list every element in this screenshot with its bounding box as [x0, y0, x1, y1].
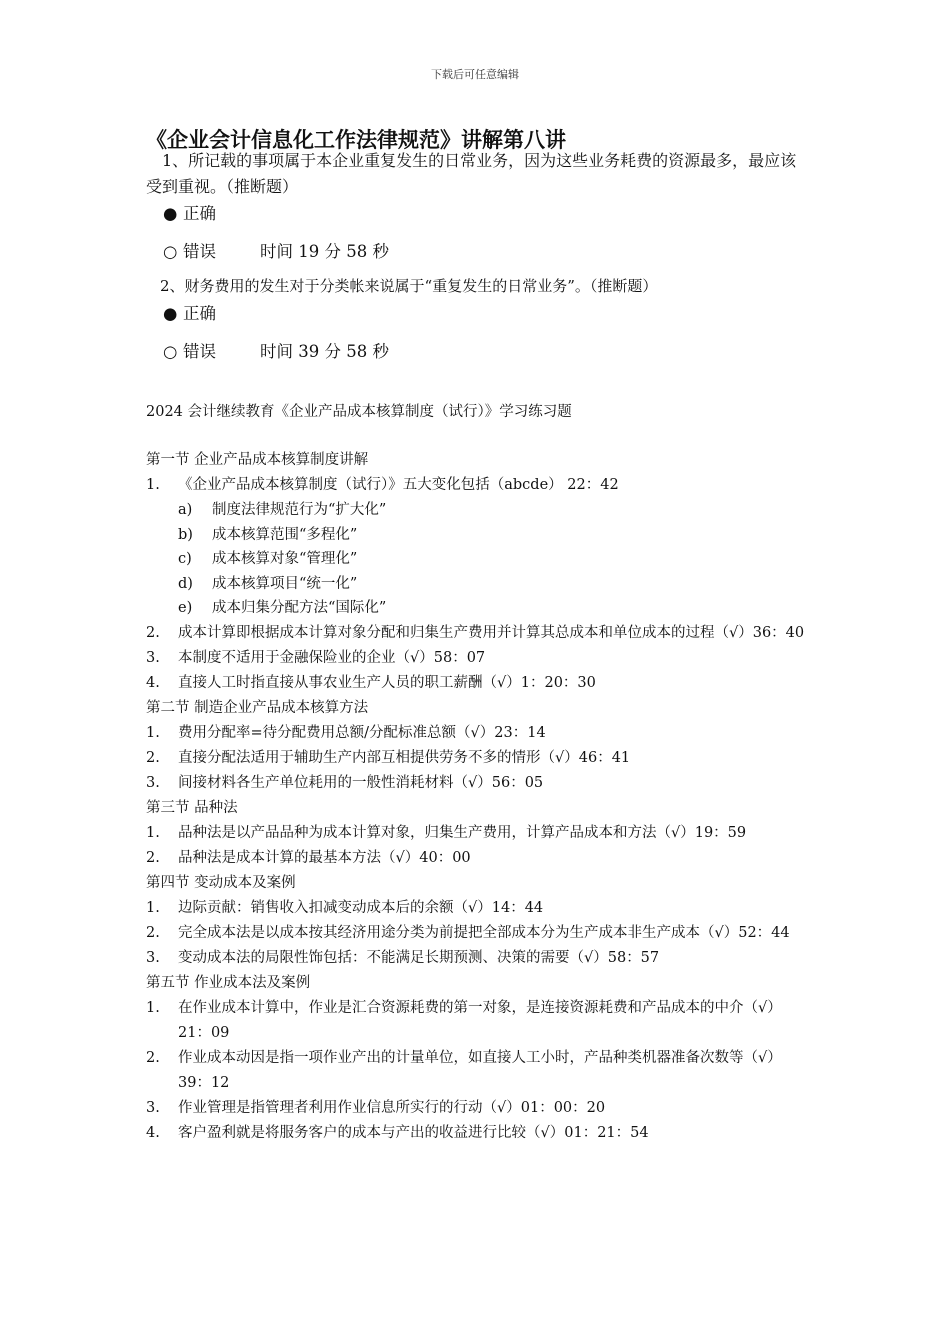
list-item [146, 996, 810, 1046]
list-item [146, 1121, 810, 1146]
sub-item [146, 523, 810, 548]
sub-item [146, 596, 810, 621]
item-number: 1. [146, 999, 160, 1016]
list-item [146, 646, 810, 671]
item-text: 品种法是以产品品种为成本计算对象，归集生产费用，计算产品成本和方法（√）19：59 [178, 824, 747, 841]
item-text: 客户盈利就是将服务客户的成本与产出的收益进行比较（√）01：21：54 [178, 1124, 649, 1141]
item-text: 成本计算即根据成本计算对象分配和归集生产费用并计算其总成本和单位成本的过程（√）36：40 [178, 624, 805, 641]
list-item [146, 846, 810, 871]
item-text: 作业管理是指管理者利用作业信息所实行的行动（√）01：00：20 [178, 1099, 606, 1116]
question-2-text: 2、财务费用的发生对于分类帐来说属于“重复发生的日常业务”。（推断题） [160, 277, 658, 295]
filled-radio-icon: ● [163, 304, 178, 323]
item-number: 1. [146, 724, 160, 741]
sub-item-letter: c) [178, 551, 192, 567]
section-heading: 第四节 变动成本及案例 [146, 874, 296, 891]
item-number: 2. [146, 749, 160, 766]
filled-radio-icon: ● [163, 204, 178, 223]
header-note: 下载后可任意编辑 [431, 68, 519, 81]
section-heading: 第三节 品种法 [146, 799, 238, 816]
list-item [146, 1046, 810, 1096]
exercise-list [146, 448, 810, 1146]
item-text: 本制度不适用于金融保险业的企业（√）58：07 [178, 649, 486, 666]
empty-radio-icon: ○ [163, 342, 178, 361]
item-number: 3. [146, 1099, 160, 1116]
item-text: 品种法是成本计算的最基本方法（√）40：00 [178, 849, 471, 866]
question-1-time: 时间 19 分 58 秒 [260, 242, 389, 261]
list-item [146, 746, 810, 771]
section-heading: 第一节 企业产品成本核算制度讲解 [146, 452, 369, 468]
item-text: 直接分配法适用于辅助生产内部互相提供劳务不多的情形（√）46：41 [178, 749, 631, 766]
list-item [146, 896, 810, 921]
sub-item-letter: b) [178, 526, 193, 543]
option-label: 错误 [183, 342, 216, 361]
item-text: 作业成本动因是指一项作业产出的计量单位，如直接人工小时，产品种类机器准备次数等（√）39：12 [178, 1049, 782, 1091]
item-text: 变动成本法的局限性饰包括：不能满足长期预测、决策的需要（√）58：57 [178, 949, 660, 966]
sub-item-text: 成本核算项目“统一化” [212, 575, 358, 592]
item-number: 1. [146, 899, 160, 916]
exercise-subtitle: 2024 会计继续教育《企业产品成本核算制度（试行）》学习练习题 [146, 404, 572, 420]
question-1-option-wrong[interactable] [163, 238, 389, 262]
question-2-time: 时间 39 分 58 秒 [260, 342, 389, 361]
option-label: 错误 [183, 242, 216, 261]
question-2-option-correct[interactable] [163, 300, 216, 324]
list-item [146, 671, 810, 696]
list-item [146, 1096, 810, 1121]
section-heading: 第二节 制造企业产品成本核算方法 [146, 699, 369, 716]
sub-item-text: 成本归集分配方法“国际化” [212, 600, 387, 616]
empty-radio-icon: ○ [163, 242, 178, 261]
sub-item [146, 498, 810, 523]
list-item [146, 946, 810, 971]
list-item [146, 473, 810, 498]
item-number: 2. [146, 924, 160, 941]
item-text: 费用分配率=待分配费用总额/分配标准总额（√）23：14 [178, 724, 546, 741]
sub-item-text: 制度法律规范行为“扩大化” [212, 502, 387, 518]
question-1-text: 1、所记载的事项属于本企业重复发生的日常业务，因为这些业务耗费的资源最多，最应该受到重视。（推断题） [146, 151, 797, 196]
list-item [146, 721, 810, 746]
item-number: 3. [146, 774, 160, 791]
list-item [146, 621, 810, 646]
item-number: 2. [146, 849, 160, 866]
sub-item-letter: a) [178, 502, 193, 518]
section-heading: 第五节 作业成本法及案例 [146, 974, 311, 991]
item-number: 1. [146, 477, 160, 493]
sub-item-letter: d) [178, 575, 193, 592]
sub-item-text: 成本核算范围“多程化” [212, 526, 358, 543]
item-text: 间接材料各生产单位耗用的一般性消耗材料（√）56：05 [178, 774, 544, 791]
sub-item [146, 572, 810, 597]
item-text: 直接人工时指直接从事农业生产人员的职工薪酬（√）1：20：30 [178, 674, 596, 691]
item-number: 4. [146, 674, 160, 691]
question-1-option-correct[interactable] [163, 200, 216, 224]
question-2-option-wrong[interactable] [163, 338, 389, 362]
item-text: 《企业产品成本核算制度（试行）》五大变化包括（abcde） 22：42 [178, 477, 619, 493]
sub-item [146, 547, 810, 572]
list-item [146, 771, 810, 796]
item-number: 2. [146, 624, 160, 641]
item-number: 2. [146, 1049, 160, 1066]
option-label: 正确 [183, 304, 216, 323]
item-text: 边际贡献：销售收入扣减变动成本后的余额（√）14：44 [178, 899, 544, 916]
item-text: 完全成本法是以成本按其经济用途分类为前提把全部成本分为生产成本非生产成本（√）52：44 [178, 924, 790, 941]
item-number: 3. [146, 649, 160, 666]
list-item [146, 921, 810, 946]
item-text: 在作业成本计算中，作业是汇合资源耗费的第一对象，是连接资源耗费和产品成本的中介（√）21：09 [178, 999, 782, 1041]
list-item [146, 821, 810, 846]
item-number: 4. [146, 1124, 160, 1141]
option-label: 正确 [183, 204, 216, 223]
sub-item-text: 成本核算对象“管理化” [212, 551, 358, 567]
document-title: 《企业会计信息化工作法律规范》讲解第八讲 [146, 127, 566, 152]
sub-item-letter: e) [178, 600, 193, 616]
item-number: 3. [146, 949, 160, 966]
item-number: 1. [146, 824, 160, 841]
